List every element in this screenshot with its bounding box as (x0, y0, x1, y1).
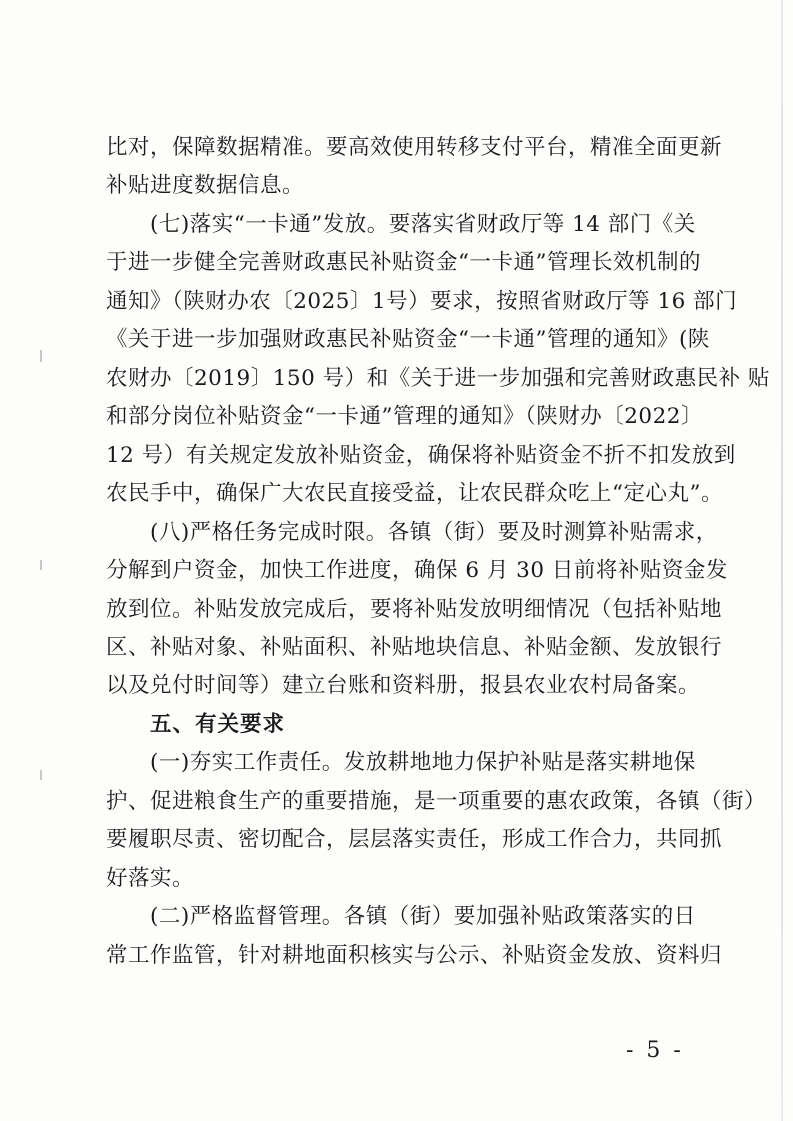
text-line: 农财办〔2019〕150 号）和《关于进一步加强和完善财政惠民补 贴 (106, 366, 770, 391)
text-line: 于进一步健全完善财政惠民补贴资金“一卡通”管理长效机制的 (106, 250, 701, 275)
text-line: 好落实。 (106, 866, 195, 891)
text-line: 放到位。补贴发放完成后，要将补贴发放明细情况（包括补贴地 (106, 597, 723, 622)
scan-mark (40, 770, 42, 780)
text-line: 常工作监管，针对耕地面积核实与公示、补贴资金发放、资料归 (106, 943, 723, 968)
text-line: 以及兑付时间等）建立台账和资料册，报县农业农村局备案。 (106, 673, 701, 698)
page-number: - 5 - (626, 1038, 684, 1063)
scan-mark (40, 560, 42, 570)
text-line: (七)落实“一卡通”发放。要落实省财政厅等 14 部门《关 (150, 212, 696, 237)
text-line: 和部分岗位补贴资金“一卡通”管理的通知》（陕财办〔2022〕 (106, 404, 703, 429)
text-line: 分解到户资金，加快工作进度，确保 6 月 30 日前将补贴资金发 (106, 558, 728, 583)
text-line: 护、促进粮食生产的重要措施，是一项重要的惠农政策，各镇（街） (106, 789, 767, 814)
text-line: 12 号）有关规定发放补贴资金，确保将补贴资金不折不扣发放到 (106, 443, 736, 468)
scan-mark (40, 350, 42, 362)
scan-edge (781, 0, 783, 1121)
text-line: 农民手中，确保广大农民直接受益，让农民群众吃上“定心丸”。 (106, 481, 723, 506)
text-line: (一)夯实工作责任。发放耕地地力保护补贴是落实耕地保 (150, 750, 696, 775)
text-line: 《关于进一步加强财政惠民补贴资金“一卡通”管理的通知》(陕 (106, 327, 710, 352)
text-line: 要履职尽责、密切配合，层层落实责任，形成工作合力，共同抓 (106, 827, 723, 852)
text-line: 通知》（陕财办农〔2025〕1号）要求，按照省财政厅等 16 部门 (106, 289, 738, 314)
section-heading: 五、有关要求 (150, 712, 286, 737)
text-line: 比对，保障数据精准。要高效使用转移支付平台，精准全面更新 (106, 135, 723, 160)
text-line: 区、补贴对象、补贴面积、补贴地块信息、补贴金额、发放银行 (106, 635, 723, 660)
text-line: (二)严格监督管理。各镇（街）要加强补贴政策落实的日 (150, 904, 696, 929)
text-line: (八)严格任务完成时限。各镇（街）要及时测算补贴需求， (150, 520, 718, 545)
text-line: 补贴进度数据信息。 (106, 173, 305, 198)
